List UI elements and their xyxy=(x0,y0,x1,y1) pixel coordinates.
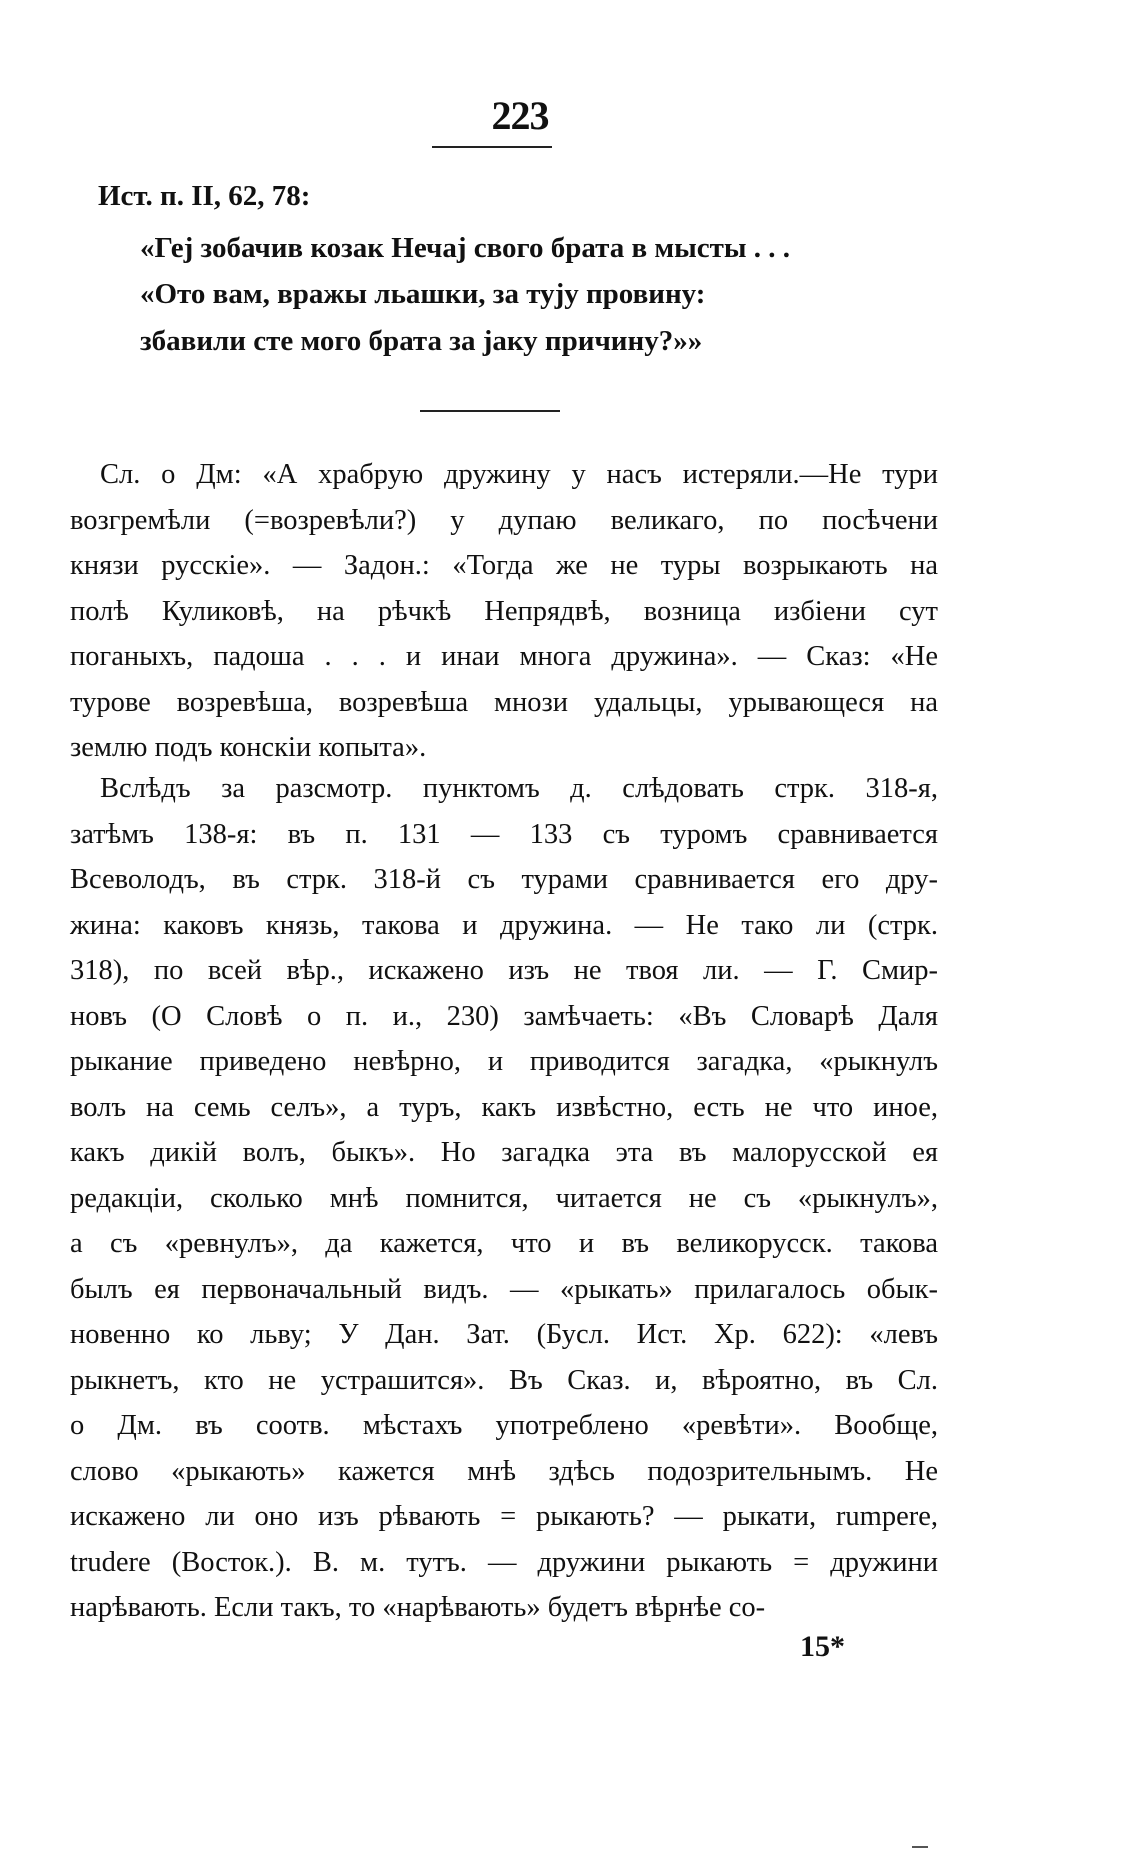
verse-line-1: «Геј зобачив козак Нечај свого брата в мысты . . . xyxy=(140,232,791,264)
paragraph-line: возгремѣли (=возревѣли?) у дупаю великаго, по посѣчени xyxy=(70,504,938,536)
signature-mark: 15* xyxy=(800,1630,845,1663)
verse-line-2: «Ото вам, вражы льашки, за тују провину: xyxy=(140,278,706,310)
paragraph-line: князи русскіе». — Задон.: «Тогда же не туры возрыкають на xyxy=(70,550,938,581)
paragraph-line: Сл. о Дм: «А храбрую дружину у насъ истеряли.—Не тури xyxy=(100,459,938,490)
paragraph-line: искажено ли оно изъ рѣвають = рыкають? — рыкати, rumpere, xyxy=(70,1501,938,1532)
paragraph-line: trudere (Восток.). В. м. тутъ. — дружини рыкають = дружини xyxy=(70,1546,938,1578)
reference-line: Ист. п. II, 62, 78: xyxy=(98,180,311,212)
paragraph-line: жина: каковъ князь, такова и дружина. — Не тако ли (стрк. xyxy=(70,909,938,941)
paragraph-line: былъ ея первоначальный видъ. — «рыкать» прилагалось обык- xyxy=(70,1273,938,1305)
paragraph-2 xyxy=(70,766,938,1631)
paragraph-line: затѣмъ 138-я: въ п. 131 — 133 съ туромъ сравнивается xyxy=(70,818,938,850)
paragraph-line: 318), по всей вѣр., искажено изъ не твоя ли. — Г. Смир- xyxy=(70,955,938,986)
verse-line-3: збавили сте мого брата за јаку причину?»» xyxy=(140,325,703,357)
paragraph-line: а съ «ревнулъ», да кажется, что и въ великорусск. такова xyxy=(70,1228,938,1259)
paragraph-line: землю подъ конскіи копыта». xyxy=(70,732,427,763)
paragraph-line: нарѣвають. Если такъ, то «нарѣвають» будетъ вѣрнѣе со- xyxy=(70,1592,766,1623)
paragraph-line: новенно ко льву; У Дан. Зат. (Бусл. Ист. Хр. 622): «левъ xyxy=(70,1319,938,1350)
paragraph-line: Вслѣдъ за разсмотр. пунктомъ д. слѣдовать стрк. 318-я, xyxy=(100,773,938,804)
paragraph-line: слово «рыкають» кажется мнѣ здѣсь подозрительнымъ. Не xyxy=(70,1455,938,1487)
paragraph-line: какъ дикій волъ, быкъ». Но загадка эта въ малорусской ея xyxy=(70,1137,938,1168)
paragraph-line: Всеволодъ, въ стрк. 318-й съ турами сравнивается его дру- xyxy=(70,864,938,895)
page-speck xyxy=(912,1846,928,1848)
header-rule xyxy=(432,146,552,148)
paragraph-line: волъ на семь селъ», а туръ, какъ извѣстно, есть не что иное, xyxy=(70,1091,938,1123)
section-rule xyxy=(420,410,560,412)
paragraph-1 xyxy=(70,452,938,771)
page-number: 223 xyxy=(491,93,549,138)
paragraph-line: поганыхъ, падоша . . . и инаи многа дружина». — Сказ: «Не xyxy=(70,641,938,672)
paragraph-line: редакціи, сколько мнѣ помнится, читается не съ «рыкнулъ», xyxy=(70,1182,938,1214)
paragraph-line: о Дм. въ соотв. мѣстахъ употреблено «ревѣти». Вообще, xyxy=(70,1410,938,1441)
paragraph-line: турове возревѣша, возревѣша мнози удальцы, урывающеся на xyxy=(70,686,938,718)
paragraph-line: рыкнетъ, кто не устрашится». Въ Сказ. и, вѣроятно, въ Сл. xyxy=(70,1364,938,1396)
paragraph-line: рыкание приведено невѣрно, и приводится загадка, «рыкнулъ xyxy=(70,1046,938,1077)
paragraph-line: новъ (О Словѣ о п. и., 230) замѣчаеть: «Въ Словарѣ Даля xyxy=(70,1000,938,1032)
paragraph-line: полѣ Куликовѣ, на рѣчкѣ Непрядвѣ, возница избіени сут xyxy=(70,595,938,627)
